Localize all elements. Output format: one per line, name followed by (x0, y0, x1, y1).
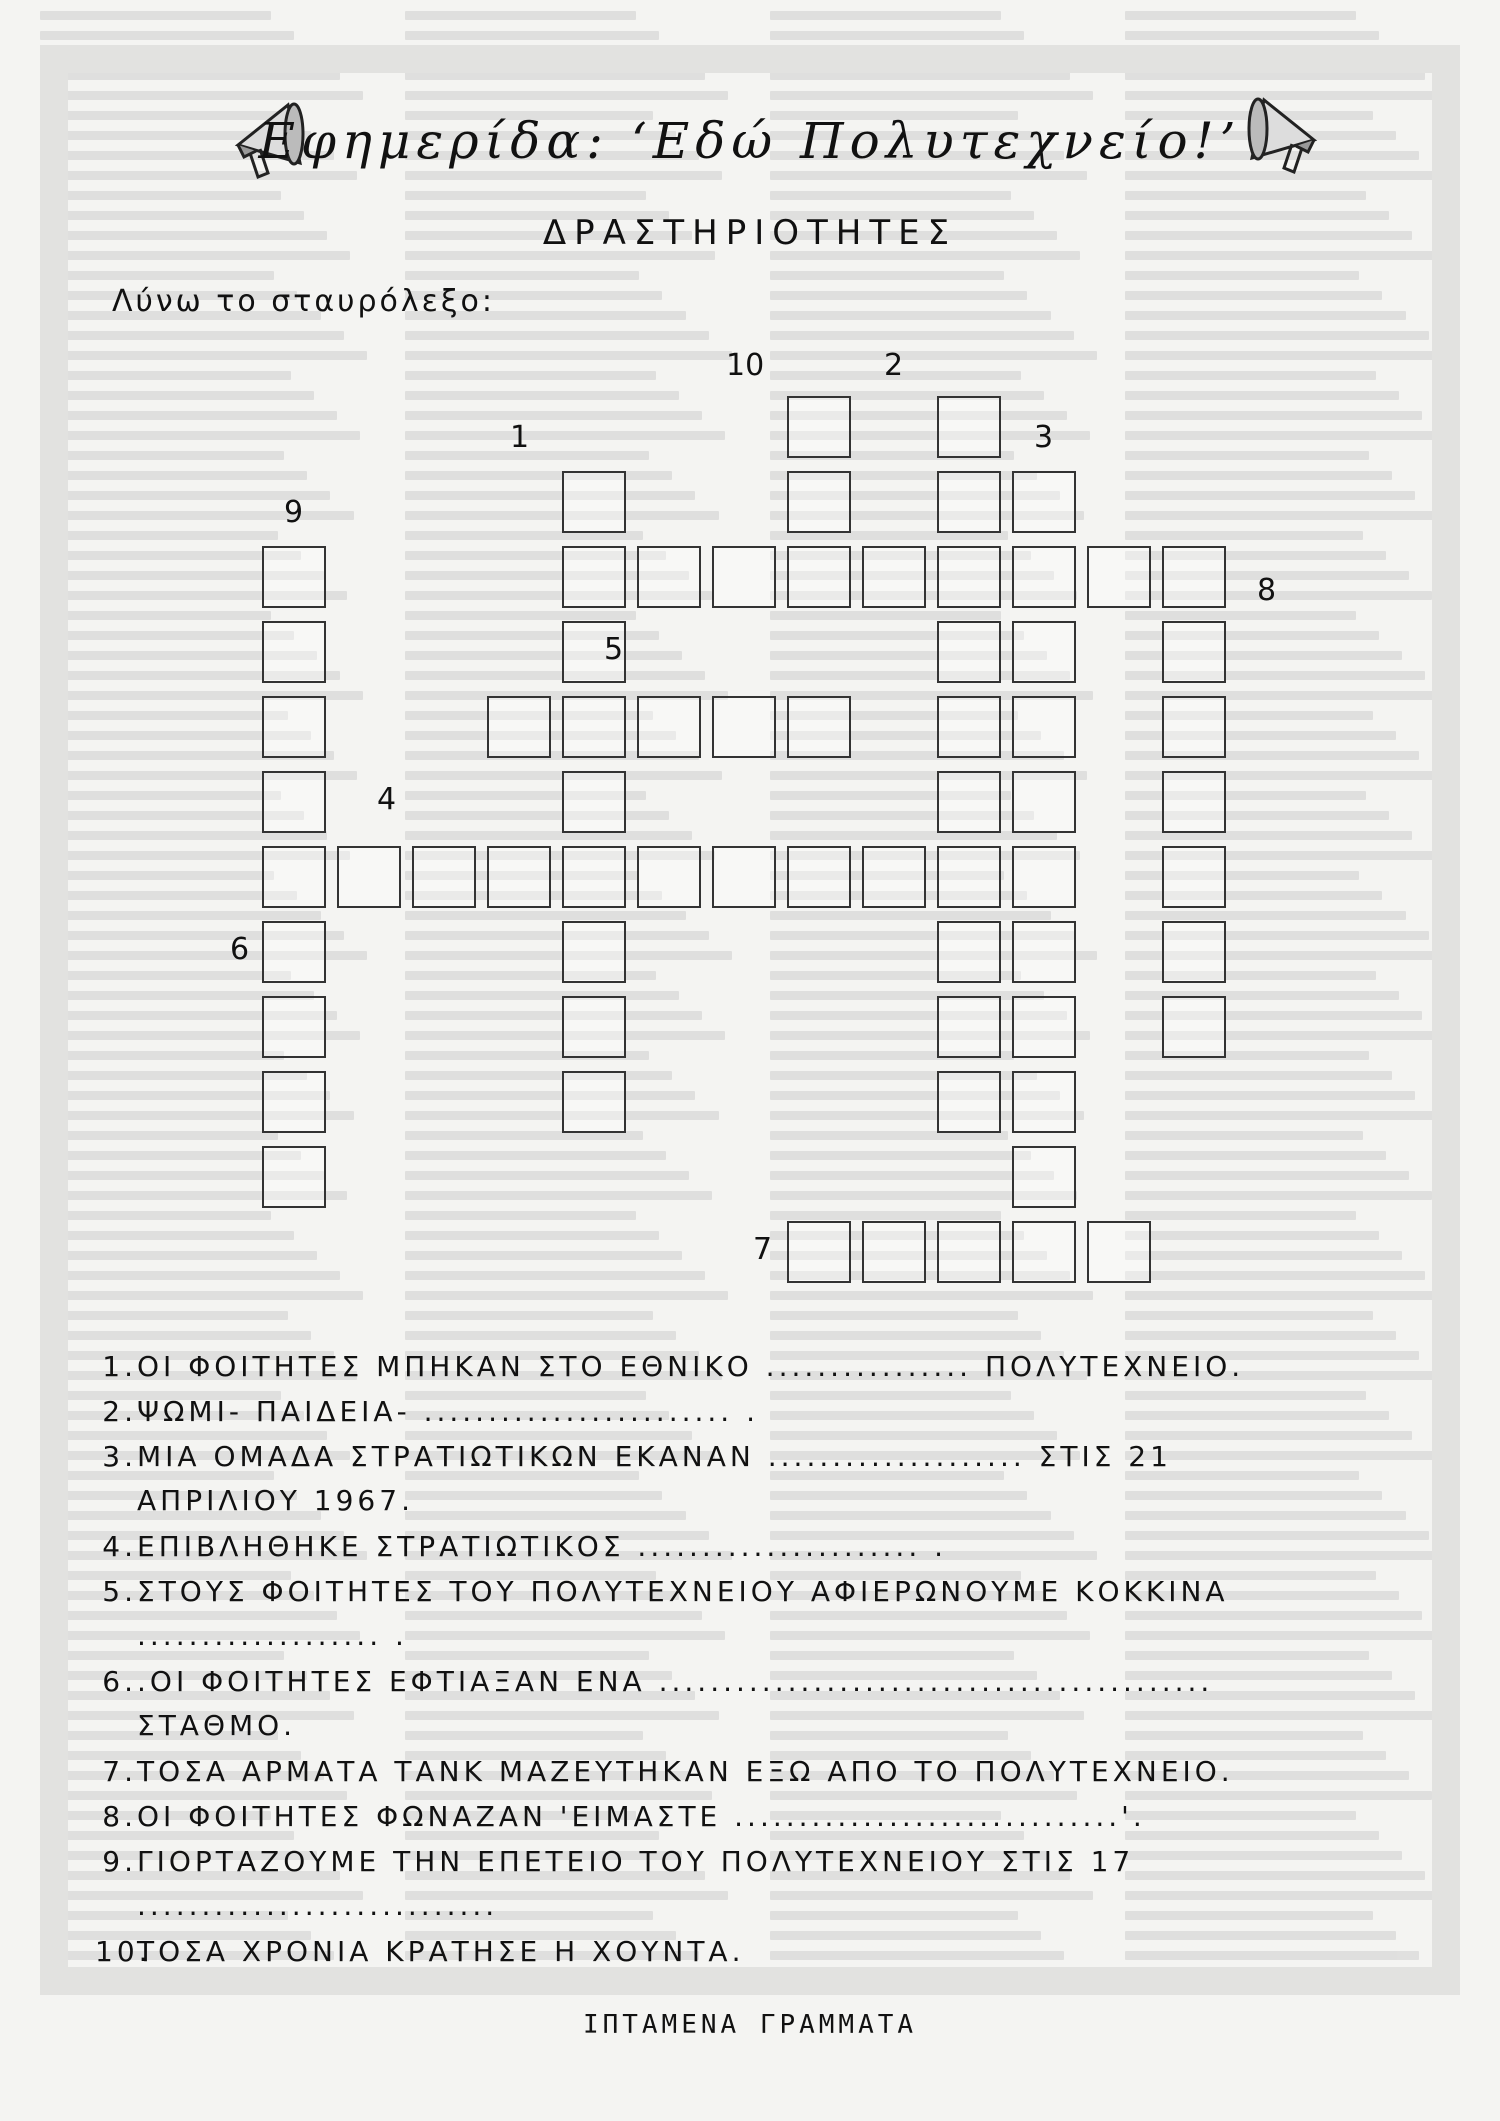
crossword-cell[interactable] (262, 996, 326, 1058)
crossword-cell[interactable] (862, 846, 926, 908)
footer-credit: ΙΠΤΑΜΕΝΑ ΓΡΑΜΜΑΤΑ (582, 2010, 918, 2040)
crossword-cell[interactable] (262, 771, 326, 833)
clue-text: ΣΤΟΥΣ ΦΟΙΤΗΤΕΣ ΤΟΥ ΠΟΛΥΤΕΧΝΕΙΟΥ ΑΦΙΕΡΩΝΟΥΜΕ ΚΟΚΚΙΝΑ (137, 1575, 1229, 1608)
clue-7: 7.ΤΟΣΑ ΑΡΜΑΤΑ ΤΑΝΚ ΜΑΖΕΥΤΗΚΑΝ ΕΞΩ ΑΠΟ ΤΟ ΠΟΛΥΤΕΧΝΕΙΟ. (102, 1755, 1234, 1788)
clue-9: 9.ΓΙΟΡΤΑΖΟΥΜΕ ΤΗΝ ΕΠΕΤΕΙΟ ΤΟΥ ΠΟΛΥΤΕΧΝΕΙΟΥ ΣΤΙΣ 17 ............................ (95, 1840, 1475, 1928)
clue-number-6: 6 (230, 932, 250, 967)
clue-5: 5.ΣΤΟΥΣ ΦΟΙΤΗΤΕΣ ΤΟΥ ΠΟΛΥΤΕΧΝΕΙΟΥ ΑΦΙΕΡΩΝΟΥΜΕ ΚΟΚΚΙΝΑ ................... . (95, 1570, 1475, 1658)
crossword-cell[interactable] (1162, 696, 1226, 758)
clue-text-continued: ΣΤΑΘΜΟ. (137, 1709, 297, 1742)
clue-text: ΟΙ ΦΟΙΤΗΤΕΣ ΜΠΗΚΑΝ ΣΤΟ ΕΘΝΙΚΟ ................ ΠΟΛΥΤΕΧΝΕΙΟ. (137, 1350, 1245, 1383)
crossword-cell[interactable] (937, 771, 1001, 833)
crossword-cell[interactable] (1012, 1071, 1076, 1133)
crossword-cell[interactable] (712, 696, 776, 758)
crossword-cell[interactable] (937, 921, 1001, 983)
clue-number-5: 5 (604, 632, 624, 667)
clue-text: ΤΟΣΑ ΧΡΟΝΙΑ ΚΡΑΤΗΣΕ Η ΧΟΥΝΤΑ. (137, 1935, 745, 1968)
clue-8: 8.ΟΙ ΦΟΙΤΗΤΕΣ ΦΩΝΑΖΑΝ 'ΕΙΜΑΣΤΕ ..............................'. (102, 1800, 1146, 1833)
crossword-cell[interactable] (1012, 621, 1076, 683)
crossword-cell[interactable] (937, 1221, 1001, 1283)
crossword-cell[interactable] (562, 471, 626, 533)
clue-text: ΕΠΙΒΛΗΘΗΚΕ ΣΤΡΑΤΙΩΤΙΚΟΣ ...................... . (137, 1530, 948, 1563)
crossword-cell[interactable] (487, 696, 551, 758)
clue-2: 2.ΨΩΜΙ- ΠΑΙΔΕΙΑ- ........................ . (102, 1395, 759, 1428)
section-heading: ΔΡΑΣΤΗΡΙΟΤΗΤΕΣ (542, 213, 958, 253)
crossword-cell[interactable] (562, 546, 626, 608)
crossword-cell[interactable] (1162, 546, 1226, 608)
clue-number-7: 7 (753, 1232, 773, 1267)
crossword-cell[interactable] (937, 621, 1001, 683)
crossword-cell[interactable] (937, 396, 1001, 458)
clue-4: 4.ΕΠΙΒΛΗΘΗΚΕ ΣΤΡΑΤΙΩΤΙΚΟΣ ...................... . (102, 1530, 948, 1563)
clue-text: ΟΙ ΦΟΙΤΗΤΕΣ ΦΩΝΑΖΑΝ 'ΕΙΜΑΣΤΕ ..............................'. (137, 1800, 1146, 1833)
clue-text: ΤΟΣΑ ΑΡΜΑΤΑ ΤΑΝΚ ΜΑΖΕΥΤΗΚΑΝ ΕΞΩ ΑΠΟ ΤΟ ΠΟΛΥΤΕΧΝΕΙΟ. (137, 1755, 1234, 1788)
crossword-cell[interactable] (562, 696, 626, 758)
crossword-cell[interactable] (862, 1221, 926, 1283)
instruction-text: Λύνω το σταυρόλεξο: (112, 284, 496, 319)
clue-text-continued: ............................ (137, 1889, 499, 1922)
crossword-cell[interactable] (1162, 921, 1226, 983)
crossword-cell[interactable] (1087, 1221, 1151, 1283)
clue-number-9: 9 (284, 495, 304, 530)
crossword-cell[interactable] (1087, 546, 1151, 608)
crossword-cell[interactable] (862, 546, 926, 608)
clue-number-2: 2 (884, 348, 904, 383)
page-title: Εφημερίδα: ‘Εδώ Πολυτεχνείο!’ (258, 112, 1242, 170)
crossword-cell[interactable] (562, 996, 626, 1058)
crossword-cell[interactable] (1012, 996, 1076, 1058)
clue-text-continued: ΑΠΡΙΛΙΟΥ 1967. (137, 1484, 414, 1517)
crossword-cell[interactable] (787, 546, 851, 608)
clue-number-4: 4 (377, 782, 397, 817)
crossword-cell[interactable] (1162, 621, 1226, 683)
crossword-cell[interactable] (262, 621, 326, 683)
crossword-cell[interactable] (1162, 996, 1226, 1058)
crossword-cell[interactable] (1012, 771, 1076, 833)
crossword-cell[interactable] (712, 846, 776, 908)
crossword-cell[interactable] (1012, 471, 1076, 533)
crossword-cell[interactable] (262, 921, 326, 983)
crossword-cell[interactable] (487, 846, 551, 908)
crossword-cell[interactable] (262, 846, 326, 908)
crossword-cell[interactable] (937, 696, 1001, 758)
crossword-cell[interactable] (787, 396, 851, 458)
crossword-cell[interactable] (562, 921, 626, 983)
crossword-cell[interactable] (262, 546, 326, 608)
crossword-cell[interactable] (562, 1071, 626, 1133)
crossword-cell[interactable] (562, 846, 626, 908)
crossword-cell[interactable] (937, 471, 1001, 533)
crossword-cell[interactable] (787, 846, 851, 908)
clue-number-3: 3 (1034, 420, 1054, 455)
crossword-cell[interactable] (1012, 921, 1076, 983)
crossword-cell[interactable] (337, 846, 401, 908)
clue-text: ΜΙΑ ΟΜΑΔΑ ΣΤΡΑΤΙΩΤΙΚΩΝ ΕΚΑΝΑΝ .................... ΣΤΙΣ 21 (137, 1440, 1172, 1473)
crossword-cell[interactable] (787, 471, 851, 533)
crossword-cell[interactable] (637, 696, 701, 758)
crossword-cell[interactable] (937, 846, 1001, 908)
crossword-cell[interactable] (787, 1221, 851, 1283)
crossword-cell[interactable] (937, 996, 1001, 1058)
clue-text: ΓΙΟΡΤΑΖΟΥΜΕ ΤΗΝ ΕΠΕΤΕΙΟ ΤΟΥ ΠΟΛΥΤΕΧΝΕΙΟΥ ΣΤΙΣ 17 (137, 1845, 1135, 1878)
crossword-cell[interactable] (412, 846, 476, 908)
crossword-cell[interactable] (262, 696, 326, 758)
clue-6: 6..ΟΙ ΦΟΙΤΗΤΕΣ ΕΦΤΙΑΞΑΝ ΕΝΑ ........................................... ΣΤΑΘΜΟ. (95, 1660, 1475, 1748)
clue-number-1: 1 (510, 420, 530, 455)
crossword-cell[interactable] (712, 546, 776, 608)
crossword-cell[interactable] (562, 771, 626, 833)
clue-text: ΨΩΜΙ- ΠΑΙΔΕΙΑ- ........................ . (137, 1395, 759, 1428)
clue-10: 10.ΤΟΣΑ ΧΡΟΝΙΑ ΚΡΑΤΗΣΕ Η ΧΟΥΝΤΑ. (95, 1935, 745, 1968)
clue-text-continued: ................... . (137, 1619, 408, 1652)
crossword-cell[interactable] (1012, 546, 1076, 608)
crossword-cell[interactable] (787, 696, 851, 758)
crossword-cell[interactable] (1012, 846, 1076, 908)
crossword-cell[interactable] (1012, 696, 1076, 758)
crossword-cell[interactable] (1012, 1146, 1076, 1208)
clue-text: .ΟΙ ΦΟΙΤΗΤΕΣ ΕΦΤΙΑΞΑΝ ΕΝΑ ........................................... (137, 1665, 1214, 1698)
crossword-cell[interactable] (937, 1071, 1001, 1133)
crossword-cell[interactable] (637, 846, 701, 908)
crossword-cell[interactable] (262, 1071, 326, 1133)
clue-number-8: 8 (1257, 573, 1277, 608)
crossword-cell[interactable] (1162, 771, 1226, 833)
crossword-cell[interactable] (937, 546, 1001, 608)
crossword-cell[interactable] (262, 1146, 326, 1208)
crossword-cell[interactable] (637, 546, 701, 608)
crossword-cell[interactable] (1012, 1221, 1076, 1283)
clue-1: 1.ΟΙ ΦΟΙΤΗΤΕΣ ΜΠΗΚΑΝ ΣΤΟ ΕΘΝΙΚΟ ................ ΠΟΛΥΤΕΧΝΕΙΟ. (102, 1350, 1245, 1383)
crossword-cell[interactable] (1162, 846, 1226, 908)
clue-3: 3.ΜΙΑ ΟΜΑΔΑ ΣΤΡΑΤΙΩΤΙΚΩΝ ΕΚΑΝΑΝ .................... ΣΤΙΣ 21 ΑΠΡΙΛΙΟΥ 1967. (95, 1435, 1475, 1523)
clue-number-10: 10 (726, 348, 765, 383)
